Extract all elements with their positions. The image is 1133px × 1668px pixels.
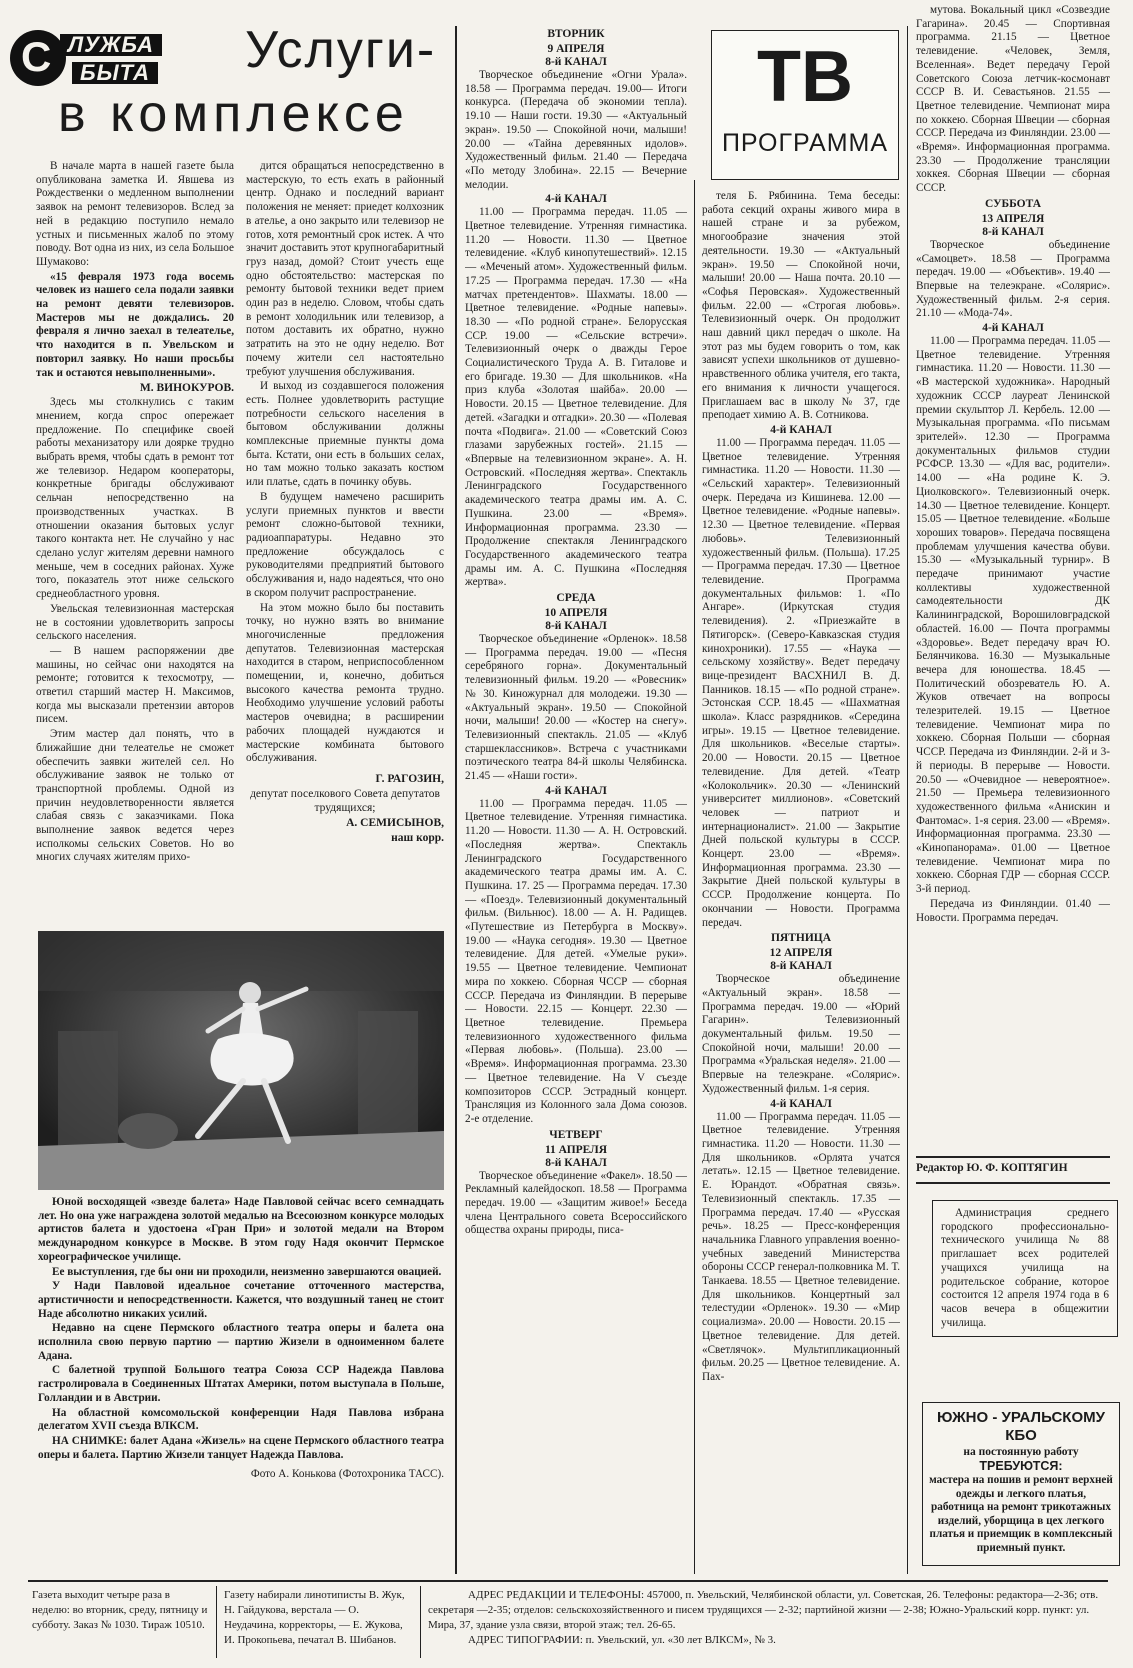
column-divider	[694, 180, 695, 1574]
article-quote: «15 февраля 1973 года восемь человек из нашего села подали заявки на ремонт девяти телевизоров. Мастеров мы не дождались. 20 февраля я лично заехал в телеателье, что находится в п. Увельском и повторил заявку. Но наши просьбы так и остаются невыполненными».	[36, 270, 234, 379]
article-paragraph: И выход из создавшегося положения есть. Полнее удовлетворить растущие потребности сельского населения в бытовом обслуживании должны комплексные приемные пункты дома быта. Кстати, они есть в больших селах, но там можно только заказать костюм или платье, сдать в починку обувь.	[246, 380, 444, 489]
tv-column-a	[465, 26, 687, 1576]
tv-listing: Творческое объединение «Огни Урала». 18.58 — Программа передач. 19.00— Итоги конкурса. (Передача об экономии тепла). 19.10 — Наши гости. 19.30 — «Актуальный экран». 19.50 — Спокойной ночи, малыши! 20.00 — «Тайна деревянных идолов». Художественный фильм. 21.40 — Передача «По методу Злобина». 22.15 — Вечерние мелодии.	[465, 69, 687, 191]
signature-ragozin: Г. РАГОЗИН,	[375, 772, 444, 785]
footer-address: АДРЕС РЕДАКЦИИ И ТЕЛЕФОНЫ: 457000, п. Увельский, Челябинской области, ул. Советская, 26. Телефоны: редактора—2-36; отв. секретаря —2-35; отделов: сельскохозяйственного и писем трудящихся — 2-32; партийной жизни — 2-38; Южно-Уральский корр. пункт: ул. Мира, 37, здание узла связи, второй этаж; тел. 26-65. АДРЕС ТИПОГРАФИИ: п. Увельский, ул. «30 лет ВЛКСМ», № 3.	[428, 1589, 1099, 1646]
article-paragraph: На этом можно было бы поставить точку, но нужно взять во внимание многочисленные предложения депутатов. Телевизионная мастерская находится в старом, неприспособленном помещении, и, конечно, добиться высокого качества ремонта трудно. Необходимо улучшение условий работы мастеров очевидна; в расширении рабочих площадей нуждаются и мастерские комбината бытового обслуживания.	[246, 601, 444, 765]
kbo-body: мастера на пошив и ремонт верхней одежды и легкого платья, работница на ремонт трикотажных изделий, уборщица в цех легкого платья и приемщик в комплексный приемный пункт.	[929, 1474, 1113, 1554]
tv-listing: 11.00 — Программа передач. 11.05 — Цветное телевидение. Утренняя гимнастика. 11.20 — Новости. 11.30 — «В мастерской художника». Народный художник СССР лауреат Ленинской премии скульптор Л. Кербель. 12.00 — Музыкальная программа. «По письмам зрителей». 12.30 — Программа документальных фильмов студии РСФСР. 13.30 — «Для вас, родители». 14.00 — «На родине К. Э. Циолковского». Телевизионный очерк. 14.30 — Цветное телевидение. Концерт. 15.05 — Цветное телевидение. «Больше хороших товаров». Передача посвящена проблемам улучшения качества обуви. 15.30 — «Музыкальный турнир». В передаче принимают участие коллективы художественной самодеятельности ДК Калининградской, Ворошиловградской областей. 16.00 — Почта программы «Здоровье». Ведет передачу врач Ю. Белянчикова. 16.30 — Музыкальные вечера для юношества. 18.45 — Политический обозреватель Ю. А. Жуков отвечает на вопросы телезрителей. 19.15 — Цветное телевидение. Чемпионат мира по хоккею. Сборная Польши — сборная ЧССР. Передача из Финляндии. 2-й и 3-й периоды. В перерыве — Новости. 20.50 — «Очевидное — невероятное». 21.50 — Премьера телевизионного художественного фильма «Анискин и Фантомас». 1-я серия. 23.00 — «Время». Информационная программа. 23.30 — «Кинопанорама». 01.00 — Цветное телевидение. Чемпионат мира по хоккею. Сборная ГДР — сборная СССР. 3-й период.	[916, 335, 1110, 896]
article-paragraph: — В нашем распоряжении две машины, но сейчас они находятся на ремонте; готовится к техосмотру, — ответил старший мастер Н. Максимов, когда мы высказали претензии авторов писем.	[36, 644, 234, 726]
tv-listing: Творческое объединение «Самоцвет». 18.58 — Программа передач. 19.00 — «Объектив». 19.40 — Впервые на телеэкране. «Солярис». Художественный фильм. 2-я серия. 21.10 — «Мода-74».	[916, 238, 1110, 320]
kbo-required: ТРЕБУЮТСЯ:	[979, 1459, 1063, 1473]
caption-note: НА СНИМКЕ: балет Адана «Жизель» на сцене Пермского областного театра оперы и балета. Партию Жизели танцует Надежда Павлова.	[38, 1434, 444, 1461]
tv-day-heading: 10 АПРЕЛЯ	[544, 607, 608, 620]
tv-listing: Передача из Финляндии. 01.40 — Новости. Программа передач.	[916, 897, 1110, 924]
tv-day-heading: 9 АПРЕЛЯ	[547, 43, 605, 55]
column-divider	[455, 26, 457, 1574]
caption-paragraph: С балетной труппой Большого театра Союза ССР Надежда Павлова гастролировала в Соединенных Штатах Америки, потом выступала в Польше, Голландии и в Австрии.	[38, 1364, 444, 1404]
headline-line2: в комплексе	[58, 85, 409, 143]
tv-day-heading: СРЕДА	[556, 592, 596, 605]
article-paragraph: В будущем намечено расширить услуги приемных пунктов и ввести ремонт сложно-бытовой техники, радиоаппаратуры. Недавно это предложение обсуждалось с руководителями предприятий бытового обслуживания и, надо надеяться, что оно в скором получит распространение.	[246, 490, 444, 599]
footer-schedule: Газета выходит четыре раза в неделю: во вторник, среду, пятницу и субботу. Заказ № 1030. Тираж 10510.	[32, 1589, 208, 1631]
caption-paragraph: У Нади Павловой идеальное сочетание отточенного мастерства, артистичности и непосредственности. Кажется, что воздушный танец не стоит Наде абсолютно никаких усилий.	[38, 1280, 444, 1320]
caption-paragraph: Недавно на сцене Пермского областного театра оперы и балета она исполнила свою первую партию — партию Жизели в одноименном балете Адана.	[38, 1322, 444, 1362]
ballet-dancer-image	[38, 931, 444, 1190]
tv-day-heading: 12 АПРЕЛЯ	[769, 947, 833, 960]
logo-line1: ЛУЖБА	[60, 34, 162, 56]
article-paragraph: дится обращаться непосредственно в мастерскую, то есть ехать в районный центр. Однако и последний вариант положения не меняет: приедет колхозник в ателье, а оно закрыто или телевизор не готов, хотя ремонтный срок истек. А что значит доставить этот крупногабаритный груз назад, домой? Стоит учесть еще одно обстоятельство: мастерская по ремонту бытовой техники ведет прием один раз в неделю. Словом, чтобы сдать в ремонт холодильник или телевизор, а потом доставить их обратно, нужно затратить на это не одну неделю. Вот почему жители сел настоятельно требуют улучшения обслуживания.	[246, 160, 444, 378]
footer-divider	[420, 1586, 421, 1658]
tv-column-b	[702, 190, 900, 1576]
caption-paragraph: Юной восходящей «звезде балета» Наде Павловой сейчас всего семнадцать лет. Но она уже награждена золотой медалью на Всесоюзном конкурсе молодых артистов балета и удостоена «Гран При» и золотой медали на Втором международном конкурсе в Москве. В этом году Надя окончит Пермское хореографическое училище.	[38, 1196, 444, 1263]
school-announcement: Администрация среднего городского профессионально-технического училища № 88 приглашает всех родителей учащихся училища на родительское собрание, которое состоится 12 апреля 1974 года в 6 часов вечера в общежитии училища.	[932, 1200, 1118, 1337]
tv-listing: мутова. Вокальный цикл «Созвездие Гагарина». 20.45 — Спортивная программа. 21.15 — Цветное телевидение. «Человек, Земля, Вселенная». Ведет передачу Герой Советского Союза летчик-космонавт СССР В. И. Севастьянов. 21.55 — Цветное телевидение. Чемпионат мира по хоккею. Сборная Швеции — сборная СССР. Передача из Финляндии. 23.00 — «Время». Информационная программа. 23.30 — Продолжение трансляции хоккея. Сборная Швеции — сборная СССР.	[916, 4, 1110, 195]
tv-day-heading: 11 АПРЕЛЯ	[544, 1143, 608, 1156]
headline-line1: Услуги-	[245, 21, 437, 79]
logo-line2: БЫТА	[72, 62, 158, 84]
kbo-title: ЮЖНО - УРАЛЬСКОМУ КБО	[937, 1409, 1105, 1444]
editor-rule	[916, 1182, 1110, 1184]
signature-semisynov: А. СЕМИСЫНОВ,	[346, 816, 444, 829]
tv-listing: 11.00 — Программа передач. 11.05 — Цветное телевидение. Утренняя гимнастика. 11.20 — Новости. 11.30 — Цветное телевидение. «Клуб кинопутешествий». 12.15 — «Меченый атом». Художественный фильм. 17.25 — Программа передач. 17.30 — «На матчах претендентов». Шахматы. 18.00 — Цветное телевидение. «Родные напевы». 18.30 — «По родной стране». Белорусская ССР. 19.00 — «Сельские встречи». Телевизионный очерк о дважды Герое Социалистического Труда А. В. Гиталове и его бригаде. 19.30 — Для школьников. «На приз клуба «Золотая шайба». 20.00 — Новости. 20.15 — Цветное телевидение. Для детей. «Загадки и отгадки». 20.30 — «Полевая почта «Подвига». 21.00 — «Советский Союз глазами зарубежных гостей». 21.15 — «Впервые на телевизионном экране». А. Н. Островский. «Последняя жертва». Спектакль Ленинградского Государственного академического театра драмы им. А. С. Пушкина. 23.00 — «Время». Информационная программа. 23.30 — Продолжение спектакля Ленинградского Государственного академического театра драмы им. А. С. Пушкина «Последняя жертва».	[465, 206, 687, 589]
tv-day-heading: ЧЕТВЕРГ	[549, 1128, 603, 1141]
tv-column-c	[916, 4, 1110, 1154]
footer-staff: Газету набирали линотиписты В. Жук, Н. Гайдукова, верстала — О. Неудачина, корректоры, — Е. Жукова, И. Прокопьева, печатал В. Шибанов.	[224, 1589, 405, 1646]
tv-listing: Творческое объединение «Факел». 18.50 — Рекламный калейдоскоп. 18.58 — Программа передач. 19.00 — «Защитим живое!» Беседа члена Центрального совета Всероссийского общества охраны природы, писа-	[465, 1169, 687, 1237]
tv-channel-heading: 8-й КАНАЛ	[545, 56, 607, 68]
tv-channel-heading: 4-й КАНАЛ	[545, 784, 607, 797]
article-column-2	[246, 160, 444, 920]
tv-listing: 11.00 — Программа передач. 11.05 — Цветное телевидение. Утренняя гимнастика. 11.20 — Новости. 11.30 — «Сельский характер». Телевизионный очерк. Передача из Кишинева. 12.00 — Цветное телевидение. «Родные напевы». 12.30 — Цветное телевидение. «Первая любовь». Телевизионный художественный фильм. (Польша). 17.25 — Программа передач. 17.30 — Цветное телевидение. Программа документальных фильмов: 1. «По Ангаре». (Иркутская студия телевидения). 2. «Приезжайте в Пятигорск». (Северо-Кавказская студия кинохроники). 17.55 — «Наука — сельскому хозяйству». Ведет передачу вице-президент ВАСХНИЛ В. Д. Панников. 18.15 — «По родной стране». Эстонская ССР. 18.45 — «Шахматная школа». Класс разрядников. «Середина игры». 19.15 — Цветное телевидение. Для школьников. «Веселые старты». 20.00 — Новости. 20.15 — Цветное телевидение. Для детей. «Театр «Колокольчик». 20.30 — «Ленинский университет миллионов». «Советский человек — патриот и интернационалист». 21.00 — Закрытие Дней польской культуры в СССР. Концерт. 23.00 — «Время». Информационная программа. 23.30 — Закрытие Дней польской культуры в СССР. Продолжение концерта. По окончании — Новости. Программа передач.	[702, 436, 900, 929]
tv-listing: Творческое объединение «Актуальный экран». 18.58 — Программа передач. 19.00 — «Юрий Гагарин». Телевизионный документальный фильм. 19.50 — Спокойной ночи, малыши! 20.00 — Программа «Уральская неделя». 21.00 — Впервые на телеэкране. «Солярис». Художественный фильм. 1-я серия.	[702, 973, 900, 1095]
editor-rule	[916, 1156, 1110, 1158]
tv-subtitle: ПРОГРАММА	[721, 129, 889, 157]
photo-caption	[38, 1196, 444, 1488]
tv-channel-heading: 4-й КАНАЛ	[770, 1097, 832, 1110]
tv-channel-heading: 8-й КАНАЛ	[770, 960, 832, 973]
tv-channel-heading: 4-й КАНАЛ	[545, 193, 607, 206]
article-paragraph: В начале марта в нашей газете была опубликована заметка И. Явшева из Рождественки о медленном выполнении заявок на ремонт телевизоров. Вслед за ней в редакцию поступило немало устных и письменных жалоб по этому поводу. Вот одна из них, из села Большое Шумаково:	[36, 160, 234, 268]
tv-listing: теля Б. Рябинина. Тема беседы: работа секций охраны живого мира в нашей стране и за рубежом, многообразие значения этой деятельности. 19.30 — «Актуальный экран». 19.50 — Спокойной ночи, малыши! 20.00 — Наша почта. 20.10 — «Софья Перовская». Художественный фильм. 22.00 — «Строгая любовь». Телевизионный очерк. Он продолжит наш давний цикл передач о школе. На этот раз мы будем говорить о том, как зависят успехи школьников от душевно-нравственного облика учителя, его такта, его внимания к личности учащегося. Приглашаем вас в школу № 37, где преподает химию А. В. Сотникова.	[702, 190, 900, 422]
signature-semisynov-title: наш корр.	[391, 831, 444, 844]
tv-day-heading: ПЯТНИЦА	[770, 932, 832, 945]
tv-day-heading: 13 АПРЕЛЯ	[981, 212, 1045, 225]
article-signature: М. ВИНОКУРОВ.	[139, 382, 234, 395]
column-divider	[907, 26, 908, 1574]
tv-listing: Творческое объединение «Орленок». 18.58 — Программа передач. 19.00 — «Песня серебряного горна». Документальный телевизионный фильм. 19.20 — «Ровесник» № 30. Киножурнал для молодежи. 19.30 — «Актуальный экран». 19.50 — Спокойной ночи, малыши! 20.00 — «Костер на снегу». Телевизионный спектакль. 21.05 — «Клуб старшеклассников». Встреча с участниками поэтического театра 84-й школы Челябинска. 21.45 — «Наши гости».	[465, 633, 687, 783]
ballet-photo	[38, 931, 444, 1190]
tv-listing: 11.00 — Программа передач. 11.05 — Цветное телевидение. Утренняя гимнастика. 11.20 — Новости. 11.30 — А. Н. Островский. «Последняя жертва». Спектакль Ленинградского Государственного академического театра драмы им. А. С. Пушкина. 17. 25 — Программа передач. 17.30 — «Поезд». Телевизионный документальный фильм. (Вильнюс). 18.00 — А. Н. Радищев. «Путешествие из Петербурга в Москву». 19.00 — «Наука сегодня». 19.30 — Цветное телевидение. Для детей. «Умелые руки». 19.55 — Цветное телевидение. Чемпионат мира по хоккею. Сборная ЧССР — сборная СССР. Передача из Финляндии. В перерыве — Новости. 22.15 — Концерт. 22.30 — Цветное телевидение. Премьера телевизионного художественного фильма «Первая любовь». (Польша). 23.00 — «Время». Информационная программа. 23.30 — Цветное телевидение. На V съезде композиторов СССР. Эстрадный концерт. Трансляция из Колонного зала Дома союзов. 2-е отделение.	[465, 797, 687, 1125]
tv-day-heading: СУББОТА	[984, 197, 1042, 210]
tv-channel-heading: 8-й КАНАЛ	[545, 1156, 607, 1169]
editor-name: Редактор Ю. Ф. КОПТЯГИН	[916, 1162, 1068, 1174]
tv-title: ТВ	[757, 37, 853, 117]
footer-divider	[216, 1586, 217, 1658]
signature-ragozin-title: депутат поселкового Совета депутатов трудящихся;	[250, 787, 440, 814]
article-paragraph: Здесь мы столкнулись с таким мнением, когда спрос опережает предложение. По специфике своей работы механизатору или доярке трудно выбрать время, чтобы сдать в ремонт тот же телевизор. Недаром кооператоры, конкретные бригады обслуживают сельчан непосредственно на производственных участках. В отношении оказания бытовых услуг такого контакта нет. Не случайно у нас сделано услуг жителям деревни намного меньше, чем в соседних районах. Хуже того, показатель этот ниже сельского среднеобластного уровня.	[36, 396, 234, 601]
article-column-1	[36, 160, 234, 920]
tv-channel-heading: 8-й КАНАЛ	[545, 620, 607, 633]
tv-channel-heading: 4-й КАНАЛ	[770, 423, 832, 436]
newspaper-footer	[28, 1580, 1108, 1662]
kbo-subtitle: на постоянную работу	[963, 1446, 1079, 1458]
tv-listing: 11.00 — Программа передач. 11.05 — Цветное телевидение. Утренняя гимнастика. 11.20 — Новости. 11.30 — Для школьников. «Орлята учатся летать». 12.15 — Цветное телевидение. Е. Юрандот. «Обратная связь». Телевизионный спектакль. 17.35 — Программа передач. 17.40 — «Русская речь». 18.25 — Пресс-конференция начальника Главного управления военно-учебных заведений Министерства обороны СССР генерал-полковника М. Т. Танкаева. 18.55 — Цветное телевидение. Для школьников. Концертный зал телестудии «Орленок». 19.30 — «Мир социализма». 20.00 — Новости. 20.15 — Цветное телевидение. Для детей. «Светлячок». Мультипликационный фильм. 20.25 — Цветное телевидение. А. Пах-	[702, 1110, 900, 1383]
tv-day-heading: ВТОРНИК	[547, 28, 605, 40]
tv-channel-heading: 4-й КАНАЛ	[982, 322, 1044, 335]
kbo-job-ad	[922, 1402, 1120, 1566]
caption-paragraph: На областной комсомольской конференции Надя Павлова избрана делегатом XVII съезда ВЛКСМ.	[38, 1406, 444, 1433]
tv-program-box	[711, 30, 899, 180]
article-paragraph: Увельская телевизионная мастерская не в состоянии удовлетворить запросы сельского населения.	[36, 602, 234, 643]
photo-credit: Фото А. Конькова (Фотохроника ТАСС).	[250, 1468, 444, 1481]
article-paragraph: Этим мастер дал понять, что в ближайшие дни телеателье не сможет обеспечить заявки жителей сел. Но обслуживание заявок не только от транспортной проблемы. Одной из причин неудовлетворенности является слабая связь с заказчиками. Пока выполнение заявок ведется через исполкомы сельских Советов. Но во многих случаях жителям прихо-	[36, 728, 234, 864]
caption-paragraph: Ее выступления, где бы они ни проходили, неизменно завершаются овацией.	[52, 1265, 442, 1278]
sluzhba-byta-logo	[10, 26, 232, 88]
tv-channel-heading: 8-й КАНАЛ	[982, 225, 1044, 238]
logo-circle-icon: С	[10, 30, 66, 86]
